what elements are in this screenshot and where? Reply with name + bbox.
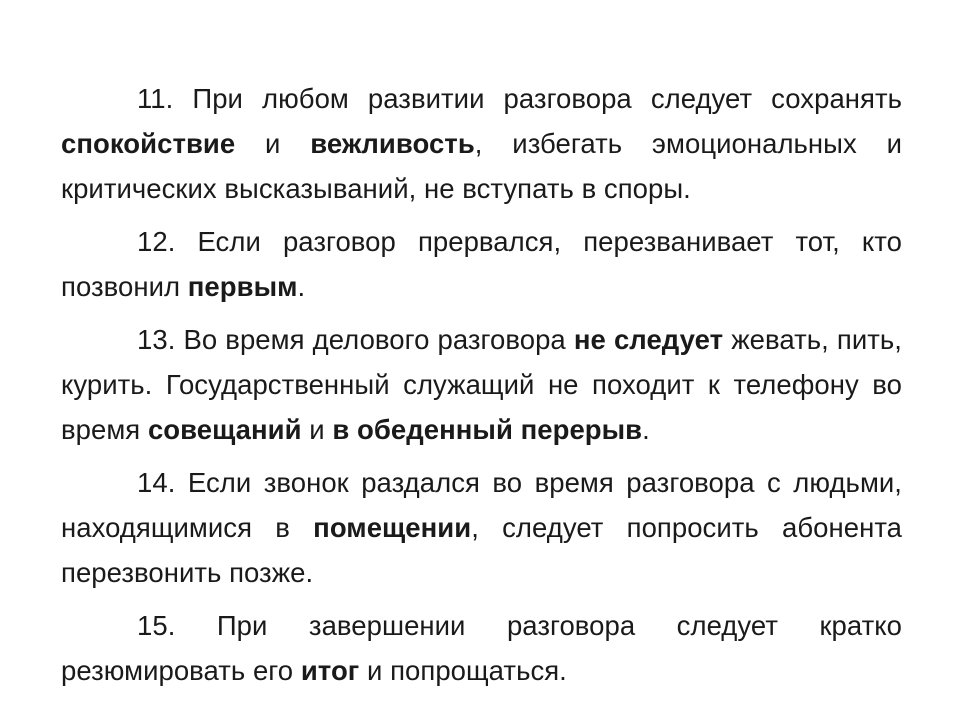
bold-text-segment: первым	[187, 271, 298, 302]
paragraph-14	[61, 460, 902, 595]
text-segment: 11. При любом развитии разговора следует сохранять	[137, 83, 902, 114]
text-segment: и	[301, 414, 333, 445]
paragraph-12	[61, 219, 902, 309]
text-segment: 15. При завершении разговора следует кратко резюмировать его	[61, 610, 902, 686]
paragraph-13	[61, 317, 902, 452]
bold-text-segment: в обеденный перерыв	[332, 414, 643, 445]
bold-text-segment: вежливость	[310, 128, 475, 159]
paragraph-11	[61, 76, 902, 211]
text-segment: и попрощаться.	[359, 655, 567, 686]
bold-text-segment: итог	[300, 655, 360, 686]
bold-text-segment: совещаний	[147, 414, 302, 445]
text-segment: 13. Во время делового разговора	[137, 324, 574, 355]
text-segment: , следует попросить абонента перезвонить позже.	[61, 512, 903, 588]
text-segment: 14. Если звонок раздался во время разговора с людьми, находящимися в	[61, 467, 902, 543]
text-segment: , избегать эмоциональных и критических высказываний, не вступать в споры.	[61, 128, 903, 204]
bold-text-segment: помещении	[313, 512, 472, 543]
text-segment: .	[297, 271, 306, 302]
text-segment: .	[642, 414, 650, 445]
text-segment: 12. Если разговор прервался, перезванивает тот, кто позвонил	[61, 226, 902, 302]
paragraph-15	[61, 603, 902, 693]
text-segment: жевать, пить, курить. Государственный служащий не походит к телефону во время	[61, 324, 902, 445]
bold-text-segment: спокойствие	[61, 128, 236, 159]
text-segment: и	[235, 128, 311, 159]
bold-text-segment: не следует	[573, 324, 724, 355]
